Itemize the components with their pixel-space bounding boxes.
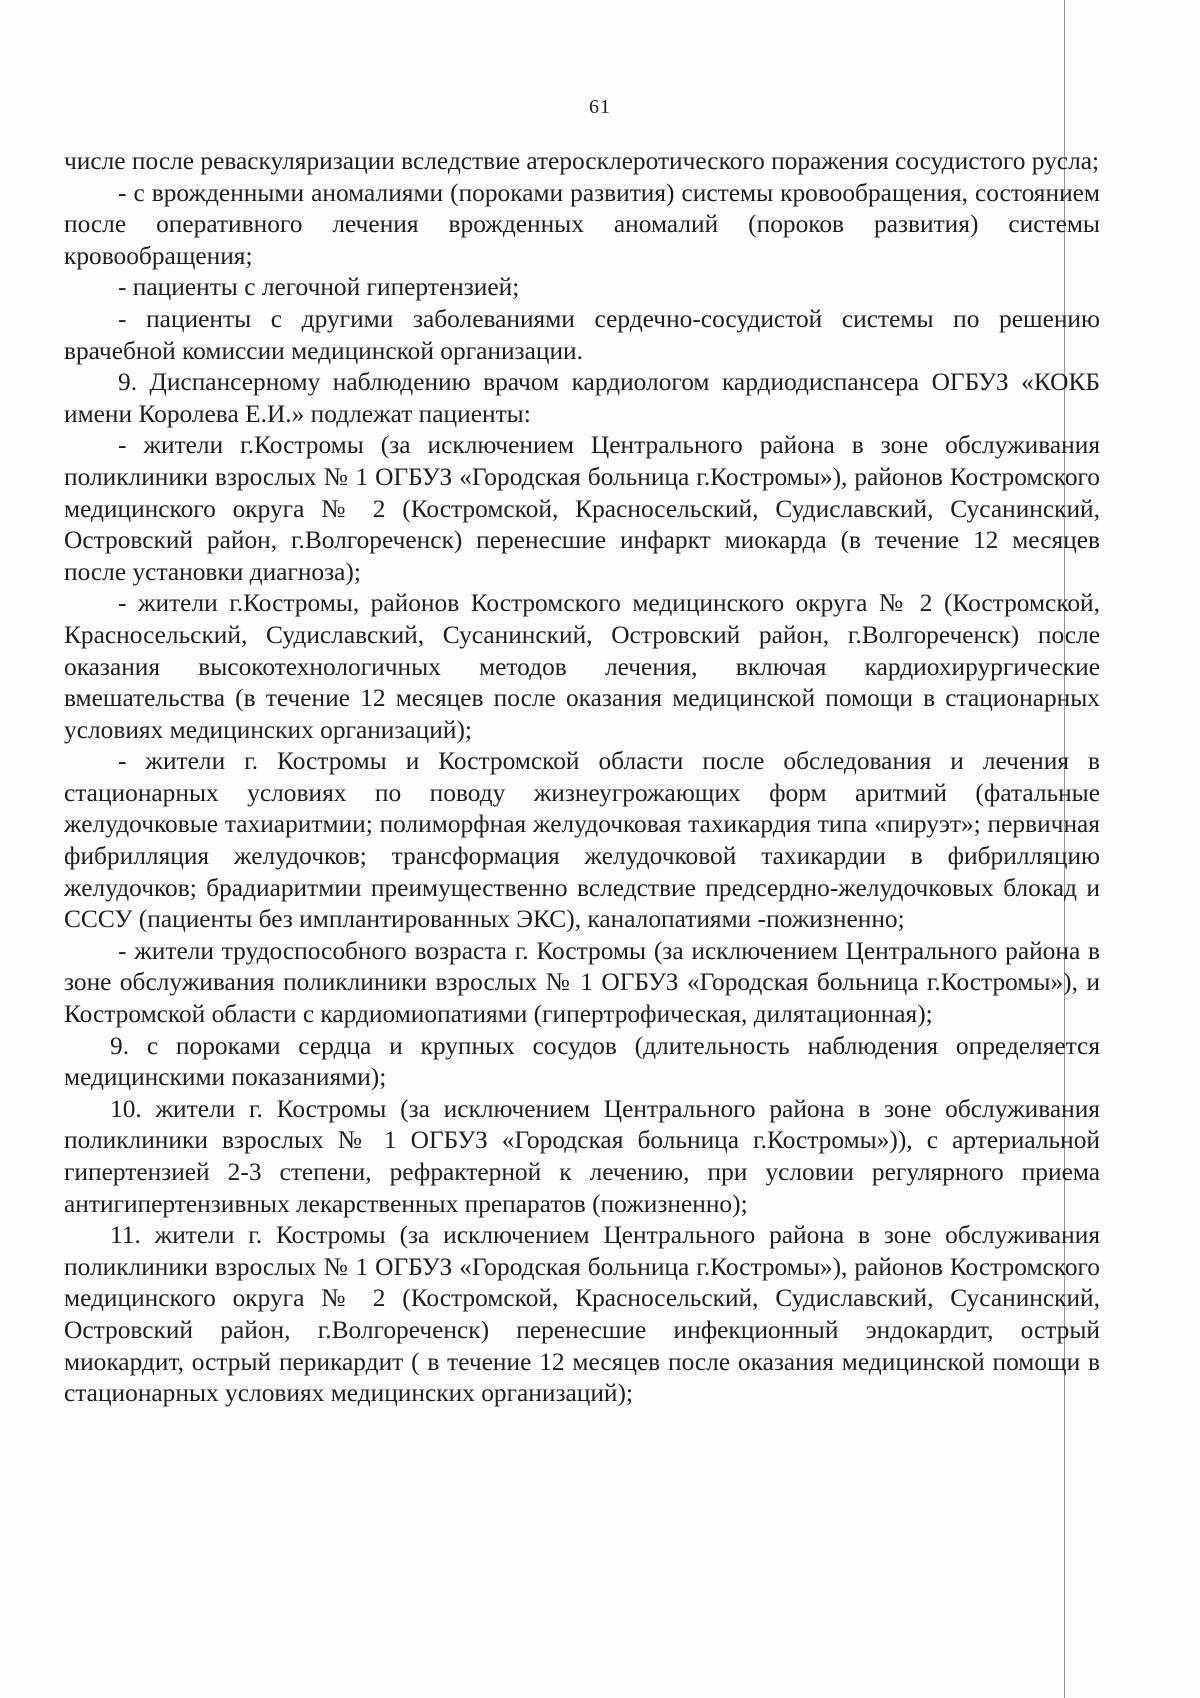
- paragraph-continuation: числе после реваскуляризации вследствие атеросклеротического поражения сосудистого русла;: [64, 147, 1100, 175]
- page-number: 61: [589, 96, 611, 118]
- paragraph-congenital-anomalies: - с врожденными аномалиями (пороками развития) системы кровообращения, состоянием после оперативного лечения врожденных аномалий (пороков развития) системы кровообращения;: [64, 178, 1100, 270]
- paragraph-item-9-heading: 9. Диспансерному наблюдению врачом кардиологом кардиодиспансера ОГБУЗ «КОКБ имени Королева Е.И.» подлежат пациенты:: [64, 368, 1100, 428]
- paragraph-pulmonary-hypertension: - пациенты с легочной гипертензией;: [118, 273, 520, 302]
- paragraph-item-11-endocarditis: 11. жители г. Костромы (за исключением Центрального района в зоне обслуживания поликлиники взрослых № 1 ОГБУЗ «Городская больница г.Костромы»), районов Костромского медицинского округа № 2 (Костромской, Красносельский, Судиславский, Сусанинский, Островский район, г.Волгореченск) перенесшие инфекционный эндокардит, острый миокардит, острый перикардит ( в течение 12 месяцев после оказания медицинской помощи в стационарных условиях медицинских организаций);: [64, 1221, 1100, 1408]
- document-body: [64, 146, 1100, 1410]
- paragraph-arrhythmias: - жители г. Костромы и Костромской области после обследования и лечения в стационарных условиях по поводу жизнеугрожающих форм аритмий (фатальные желудочковые тахиаритмии; полиморфная желудочковая тахикардия типа «пируэт»; первичная фибрилляция желудочков; трансформация желудочковой тахикардии в фибрилляцию желудочков; брадиаритмии преимущественно вследствие предсердно-желудочковых блокад и СССУ (пациенты без имплантированных ЭКС), каналопатиями -пожизненно;: [64, 747, 1100, 934]
- paragraph-item-10-hypertension: 10. жители г. Костромы (за исключением Центрального района в зоне обслуживания поликлиники взрослых № 1 ОГБУЗ «Городская больница г.Костромы»)), с артериальной гипертензией 2-3 степени, рефрактерной к лечению, при условии регулярного приема антигипертензивных лекарственных препаратов (пожизненно);: [64, 1094, 1100, 1218]
- paragraph-cardiomyopathies: - жители трудоспособного возраста г. Костромы (за исключением Центрального района в зоне обслуживания поликлиники взрослых № 1 ОГБУЗ «Городская больница г.Костромы»), и Костромской области с кардиомиопатиями (гипертрофическая, дилятационная);: [64, 936, 1100, 1029]
- paragraph-high-tech-treatment: - жители г.Костромы, районов Костромского медицинского округа № 2 (Костромской, Красносельский, Судиславский, Сусанинский, Островский район, г.Волгореченск) после оказания высокотехнологичных методов лечения, включая кардиохирургические вмешательства (в течение 12 месяцев после оказания медицинской помощи в стационарных условиях медицинских организаций);: [64, 589, 1100, 744]
- paragraph-item-9-heart-defects: 9. с пороками сердца и крупных сосудов (длительность наблюдения определяется медицинскими показаниями);: [64, 1031, 1100, 1092]
- paragraph-myocardial-infarction: - жители г.Костромы (за исключением Центрального района в зоне обслуживания поликлиники взрослых № 1 ОГБУЗ «Городская больница г.Костромы»), районов Костромского медицинского округа № 2 (Костромской, Красносельский, Судиславский, Сусанинский, Островский район, г.Волгореченск) перенесшие инфаркт миокарда (в течение 12 месяцев после установки диагноза);: [64, 431, 1100, 586]
- paragraph-other-diseases: - пациенты с другими заболеваниями сердечно-сосудистой системы по решению врачебной комиссии медицинской организации.: [64, 304, 1100, 365]
